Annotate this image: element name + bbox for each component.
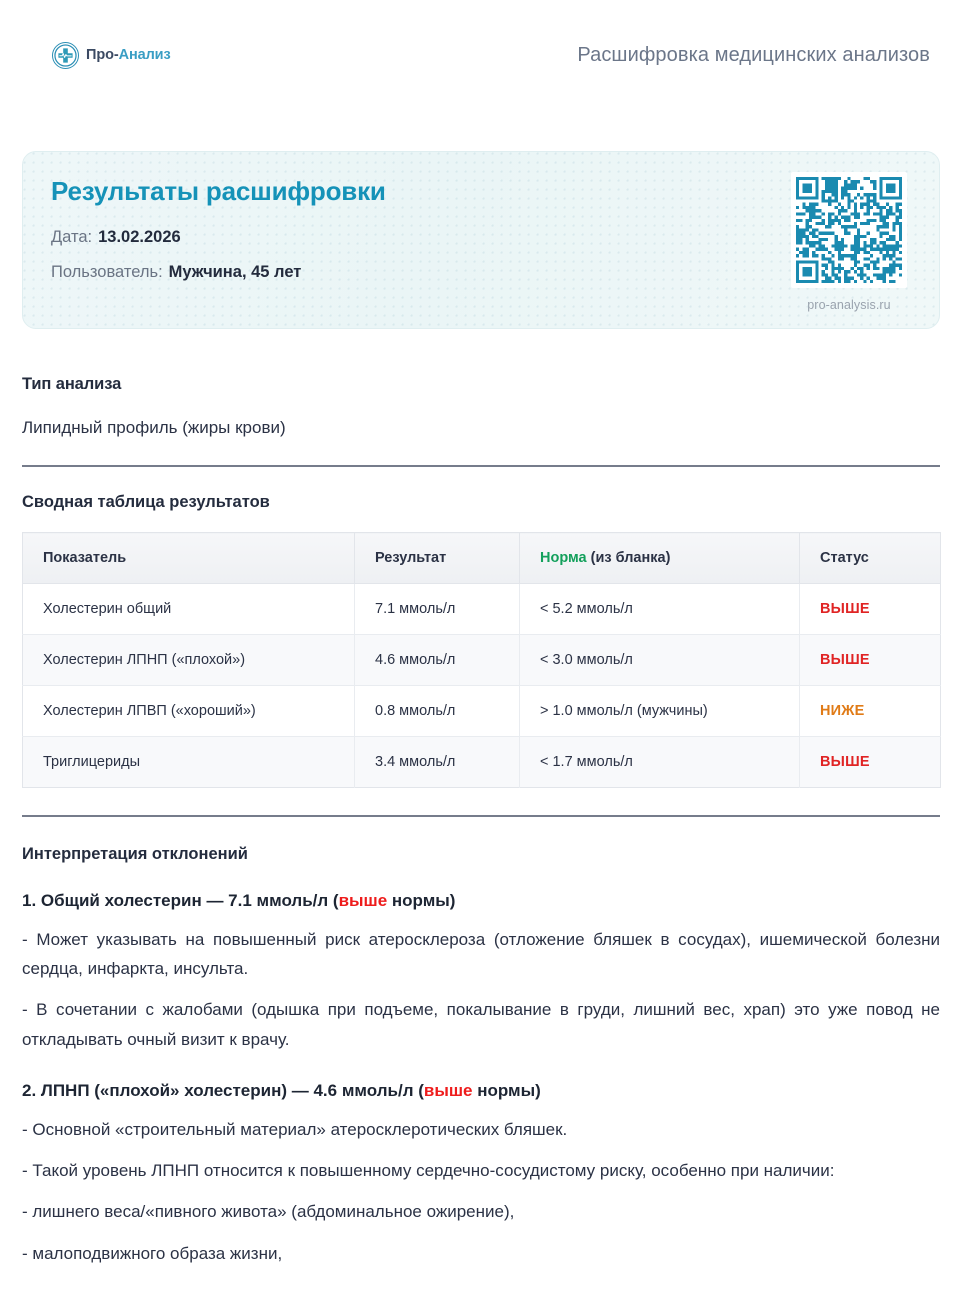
cell-indicator: Триглицериды [23,737,355,788]
table-head [23,533,941,584]
brand-logo[interactable] [52,42,171,69]
status-badge: НИЖЕ [820,703,865,719]
interpretation-list [22,890,940,1268]
cell-status [800,635,941,686]
status-badge: ВЫШЕ [820,754,870,770]
cell-result: 4.6 ммоль/л [355,635,520,686]
cell-result: 3.4 ммоль/л [355,737,520,788]
user-row [51,263,911,283]
col-header-indicator: Показатель [23,533,355,584]
item-title-post: нормы) [387,891,456,910]
interpretation-paragraph: - Основной «строительный материал» атеросклеротических бляшек. [22,1119,568,1139]
item-title-post: нормы) [472,1080,541,1100]
interpretation-paragraph: - Может указывать на повышенный риск атеросклероза (отложение бляшек в сосудах), ишемической болезни сердца, инфаркта, инсульта. [22,929,940,979]
cell-norm: < 1.7 ммоль/л [520,737,800,788]
col-header-norm-rest: (из бланка) [586,550,671,566]
interpretation-item-title [22,890,940,913]
item-title-highlight: выше [338,891,388,910]
user-value: Мужчина, 45 лет [168,263,302,282]
cell-indicator: Холестерин ЛПНП («плохой») [23,635,355,686]
page-header [0,0,962,84]
interpretation-paragraph: - Такой уровень ЛПНП относится к повышенному сердечно-сосудистому риску, особенно при наличии: [22,1161,835,1181]
date-row [51,228,911,248]
brand-name [86,48,171,63]
medical-cross-circle-icon [52,42,79,69]
qr-code-icon[interactable] [791,172,907,288]
cell-result: 7.1 ммоль/л [355,584,520,635]
interpretation-item-title [22,1080,940,1103]
col-header-norm-accent: Норма [540,550,587,566]
cell-status [800,584,941,635]
interpretation-heading: Интерпретация отклонений [22,845,248,863]
interpretation-paragraph: - малоподвижного образа жизни, [22,1243,283,1263]
divider [22,465,940,467]
analysis-type-value: Липидный профиль (жиры крови) [22,418,286,437]
date-label: Дата: [51,227,93,246]
page-subtitle: Расшифровка медицинских анализов [577,43,930,66]
interpretation-paragraph: - В сочетании с жалобами (одышка при подъеме, покалывание в груди, лишний вес, храп) это уже повод не откладывать очный визит к врачу. [22,1000,940,1049]
item-title-pre: 2. ЛПНП («плохой» холестерин) — 4.6 ммоль/л ( [22,1080,424,1100]
col-header-norm [520,533,800,584]
divider-2 [22,815,940,817]
analysis-type-heading: Тип анализа [22,375,122,393]
table-body [23,584,941,788]
cell-status [800,737,941,788]
table-row [23,737,941,788]
status-badge: ВЫШЕ [820,601,870,617]
table-row [23,584,941,635]
qr-caption: pro-analysis.ru [807,298,891,312]
status-badge: ВЫШЕ [820,652,870,668]
cell-status [800,686,941,737]
col-header-result: Результат [355,533,520,584]
results-summary-card [22,151,940,329]
col-header-status: Статус [800,533,941,584]
table-header-row [23,533,941,584]
page-title: Результаты расшифровки [51,176,386,206]
cell-norm: < 5.2 ммоль/л [520,584,800,635]
results-table-heading: Сводная таблица результатов [22,493,270,511]
interpretation-paragraph: - лишнего веса/«пивного живота» (абдоминальное ожирение), [22,1202,515,1222]
date-value: 13.02.2026 [98,227,181,246]
brand-name-part1: Про- [86,46,119,63]
cell-indicator: Холестерин ЛПВП («хороший») [23,686,355,737]
user-label: Пользователь: [51,263,163,282]
cell-result: 0.8 ммоль/л [355,686,520,737]
table-row [23,686,941,737]
table-row [23,635,941,686]
qr-block [791,172,907,312]
results-table [22,532,941,788]
item-title-pre: 1. Общий холестерин — 7.1 ммоль/л ( [22,891,339,910]
cell-norm: < 3.0 ммоль/л [520,635,800,686]
cell-indicator: Холестерин общий [23,584,355,635]
cell-norm: > 1.0 ммоль/л (мужчины) [520,686,800,737]
brand-name-part2: Анализ [118,46,171,63]
item-title-highlight: выше [423,1080,473,1100]
